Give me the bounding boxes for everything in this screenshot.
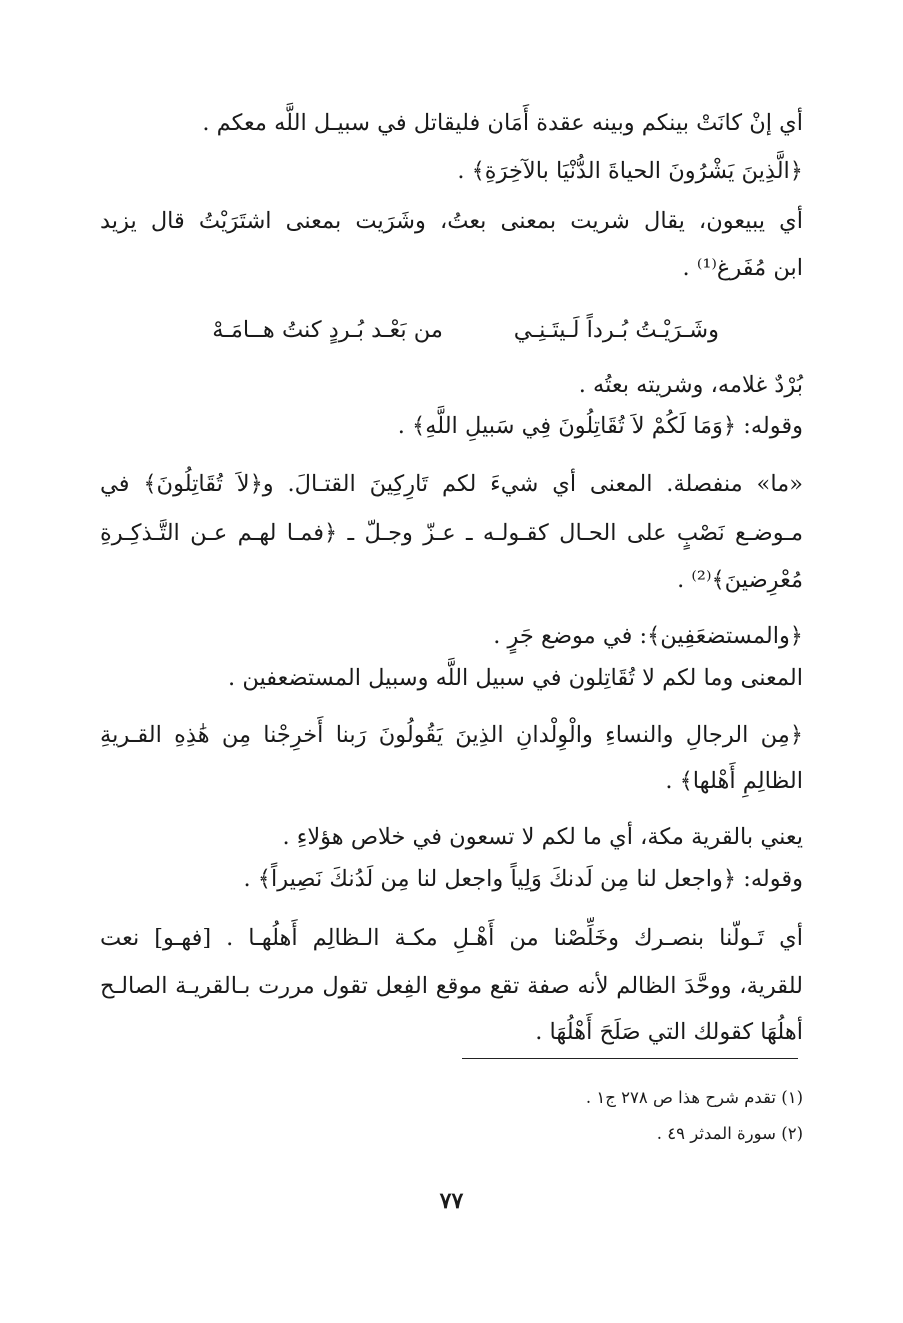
- text-line: أي يبيعون، يقال شريت بمعنى بعتُ، وشَرَيت بمعنى اشتَرَيْتُ قال يزيد: [100, 208, 803, 234]
- text-line: أي تَـولّنا بنصـرك وخَلِّصْنا من أَهْـلِ مكـة الـظالِم أَهلُهـا . [فهـو] نعت: [100, 925, 803, 951]
- verse-second-hemistich: من بَعْـد بُـردٍ كنتُ هــامَـهْ: [212, 317, 443, 343]
- text-line: ﴿والمستضعَفِين﴾: في موضع جَرٍ .: [493, 623, 803, 649]
- text-line: «ما» منفصلة. المعنى أي شيءَ لكم تَارِكِينَ القتـالَ. و﴿لاَ تُقَاتِلُونَ﴾ في: [100, 471, 803, 497]
- text-line: وقوله: ﴿وَمَا لَكُمْ لاَ تُقَاتِلُونَ فِي سَبيلِ اللَّهِ﴾ .: [397, 413, 803, 439]
- text-line: ﴿مِن الرجالِ والنساءِ والْوِلْدانِ الذِينَ يَقُولُونَ رَبنا أَخرِجْنا مِن هَٰذِهِ القـريةِ: [100, 722, 803, 748]
- verse-first-hemistich: وشَـرَيْـتُ بُـرداً لَـيتَـنِـي: [513, 317, 719, 343]
- text-line: وقوله: ﴿واجعل لنا مِن لَدنكَ وَلِياً واجعل لنا مِن لَدُنكَ نَصِيراً﴾ .: [243, 866, 803, 892]
- text-line: أهلُهَا كقولك التي صَلَحَ أَهْلُهَا .: [535, 1019, 803, 1045]
- text-line: مُعْرِضينَ﴾⁽²⁾ .: [677, 567, 803, 593]
- text-line: ابن مُفَرغ⁽¹⁾ .: [682, 255, 803, 281]
- text-line: المعنى وما لكم لا تُقَاتِلون في سبيل اللَّه وسبيل المستضعفين .: [228, 665, 803, 691]
- footnote: (٢) سورة المدثر ٤٩ .: [656, 1124, 803, 1143]
- text-line: بُرْدٌ غلامه، وشريته بعتُه .: [578, 372, 803, 398]
- text-line: يعني بالقرية مكة، أي ما لكم لا تسعون في خلاص هؤلاءِ .: [282, 824, 803, 850]
- page-number: ٧٧: [439, 1188, 464, 1214]
- footnote: (١) تقدم شرح هذا ص ٢٧٨ ج١ .: [585, 1088, 803, 1107]
- text-line: للقرية، ووحَّدَ الظالم لأنه صفة تقع موقع الفِعل تقول مررت بـالقريـة الصالـح: [100, 973, 803, 999]
- text-line: أي إنْ كانَتْ بينكم وبينه عقدة أَمَان فليقاتل في سبيـل اللَّه معكم .: [202, 110, 803, 136]
- text-line: ﴿الَّذِينَ يَشْرُونَ الحياةَ الدُّنْيَا بالآخِرَةِ﴾ .: [457, 158, 803, 184]
- text-line: مـوضـع نَصْبٍ على الحـال كقـولـه ـ عـزّ وجـلّ ـ ﴿فمـا لهـم عـن التَّـذكِـرةِ: [100, 520, 803, 546]
- text-line: الظالِمِ أَهْلها﴾ .: [665, 768, 803, 794]
- footnote-separator: [462, 1058, 798, 1059]
